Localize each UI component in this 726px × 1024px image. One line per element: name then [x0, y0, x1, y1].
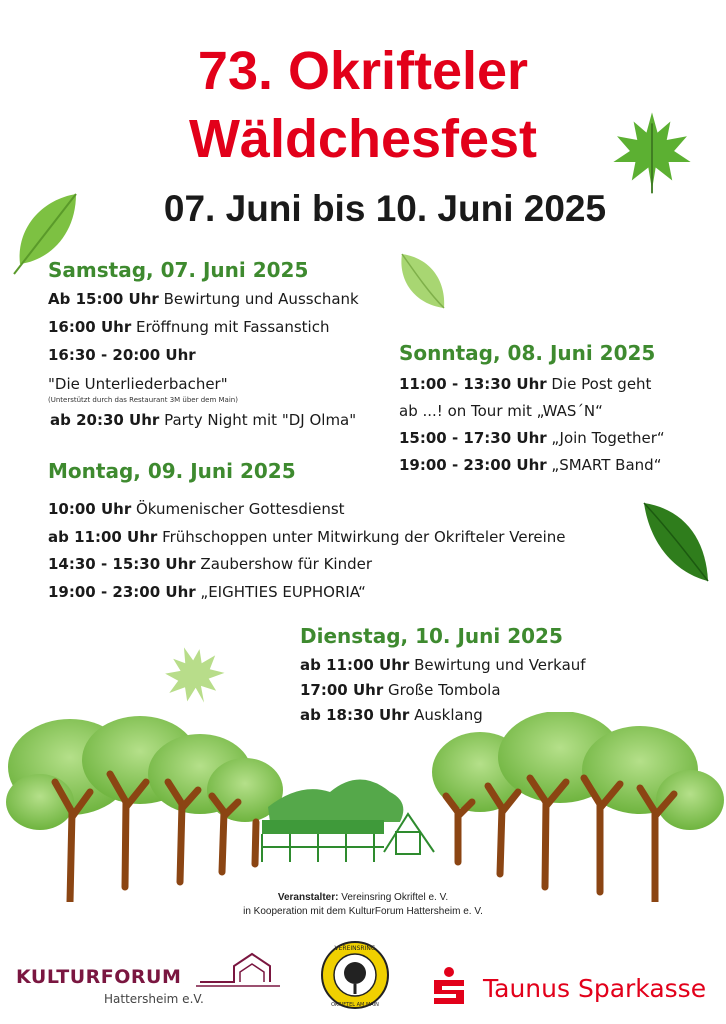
poster-title-line1: 73. Okrifteler: [197, 41, 529, 101]
event-line: [399, 402, 603, 420]
event-text: Ökumenischer Gottesdienst: [131, 500, 345, 518]
svg-text:OKRIFTEL AM MAIN: OKRIFTEL AM MAIN: [331, 1002, 379, 1008]
event-line: [48, 583, 366, 601]
event-text: „SMART Band“: [546, 456, 662, 474]
event-text: ab ...! on Tour mit „WAS´N“: [399, 402, 603, 420]
house-logo-icon: [194, 950, 282, 992]
event-time: 16:30 - 20:00 Uhr: [48, 346, 196, 364]
event-line: [48, 318, 329, 336]
event-time: 17:00 Uhr: [300, 681, 384, 699]
event-line: [300, 656, 586, 674]
organizer-name: Vereinsring Okriftel e. V.: [338, 892, 449, 903]
festival-dates: 07. Juni bis 10. Juni 2025: [163, 188, 607, 229]
organizer-line: [0, 892, 726, 903]
event-line: [300, 681, 501, 699]
day-heading-sunday: Sonntag, 08. Juni 2025: [399, 341, 656, 365]
event-text: Bewirtung und Verkauf: [409, 656, 586, 674]
event-text: Party Night mit "DJ Olma": [159, 411, 357, 429]
event-text: „Join Together“: [546, 429, 665, 447]
day-heading-saturday: Samstag, 07. Juni 2025: [48, 258, 309, 282]
taunus-sparkasse-logo-text: Taunus Sparkasse: [483, 974, 707, 1003]
event-text: „EIGHTIES EUPHORIA“: [195, 583, 366, 601]
event-text: Eröffnung mit Fassanstich: [131, 318, 330, 336]
event-time: 19:00 - 23:00 Uhr: [48, 583, 196, 601]
event-line: [48, 528, 566, 546]
event-time: 19:00 - 23:00 Uhr: [399, 456, 547, 474]
event-time: ab 11:00 Uhr: [300, 656, 410, 674]
event-text: Ausklang: [409, 706, 483, 724]
event-time: 14:30 - 15:30 Uhr: [48, 555, 196, 573]
kulturforum-subtitle: Hattersheim e.V.: [104, 992, 204, 1006]
leaf-icon: [396, 250, 448, 312]
event-line: [48, 500, 345, 518]
event-text: Große Tombola: [383, 681, 501, 699]
event-line: [48, 346, 196, 364]
vereinsring-seal-icon: [320, 940, 390, 1010]
event-time: 15:00 - 17:30 Uhr: [399, 429, 547, 447]
day-heading-tuesday: Dienstag, 10. Juni 2025: [300, 624, 563, 648]
poster-title-line2: Wäldchesfest: [188, 109, 538, 169]
organizer-label: Veranstalter:: [277, 892, 339, 903]
leaf-icon: [640, 495, 712, 585]
event-line: [48, 375, 228, 393]
event-time: ab 11:00 Uhr: [48, 528, 158, 546]
event-line: [399, 429, 665, 447]
event-time: ab 18:30 Uhr: [300, 706, 410, 724]
event-text: Bewirtung und Ausschank: [158, 290, 359, 308]
svg-text:VEREINSRING: VEREINSRING: [334, 945, 376, 952]
day-heading-monday: Montag, 09. Juni 2025: [48, 459, 296, 483]
maple-leaf-icon: [156, 640, 232, 710]
event-time: ab 20:30 Uhr: [50, 411, 160, 429]
event-text: "Die Unterliederbacher": [48, 375, 228, 393]
event-text: Die Post geht: [546, 375, 652, 393]
event-time: 10:00 Uhr: [48, 500, 132, 518]
kulturforum-logo-text: KULTURFORUM: [16, 966, 182, 988]
event-text: Frühschoppen unter Mitwirkung der Okrifteler Vereine: [157, 528, 566, 546]
event-text: Zaubershow für Kinder: [195, 555, 373, 573]
event-line: [399, 456, 661, 474]
event-line: [48, 555, 372, 573]
event-line: [50, 411, 356, 429]
event-time: Ab 15:00 Uhr: [48, 290, 159, 308]
event-time: 16:00 Uhr: [48, 318, 132, 336]
sparkasse-s-icon: [428, 966, 470, 1006]
sponsor-note: (Unterstützt durch das Restaurant 3M über dem Main): [48, 396, 238, 404]
event-line: [48, 290, 359, 308]
event-line: [399, 375, 651, 393]
forest-illustration: [0, 712, 726, 902]
cooperation-line: in Kooperation mit dem KulturForum Hattersheim e. V.: [243, 906, 483, 917]
event-time: 11:00 - 13:30 Uhr: [399, 375, 547, 393]
maple-leaf-icon: [606, 105, 698, 197]
